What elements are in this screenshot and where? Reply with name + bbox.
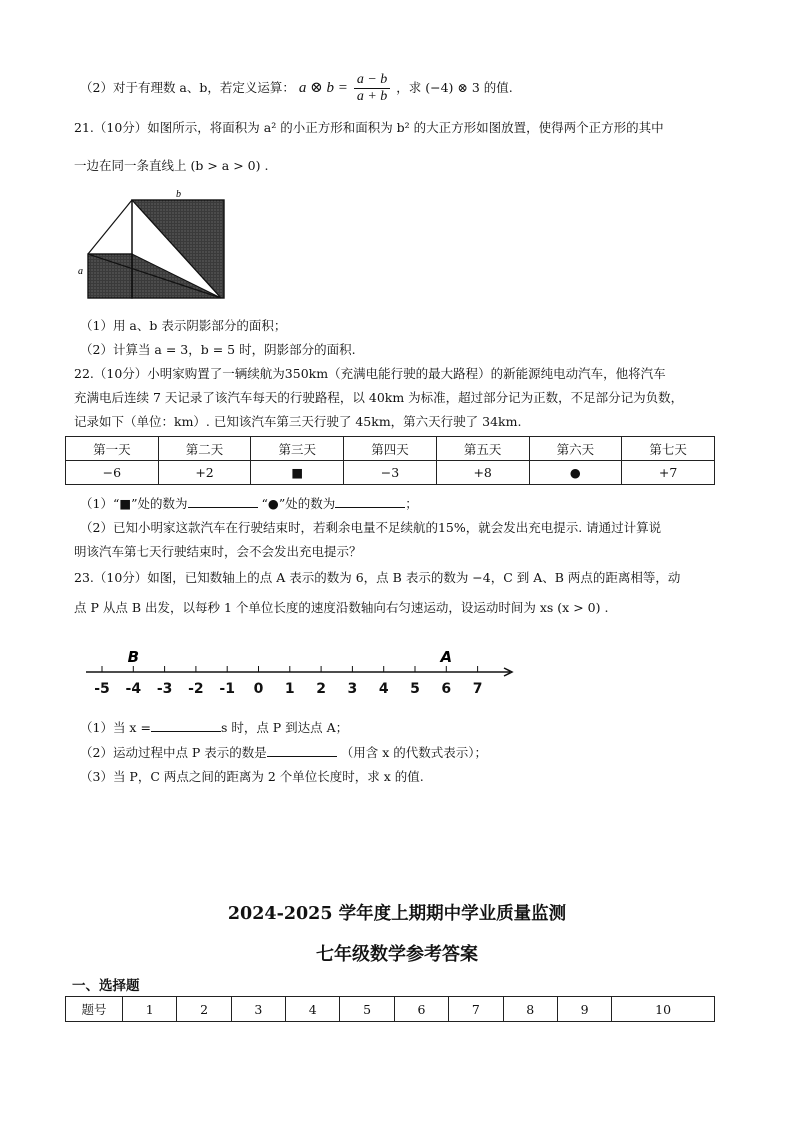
tick-label: 7	[472, 681, 483, 697]
tick-label: -5	[94, 681, 110, 697]
q20-part2	[80, 72, 513, 105]
q22-sub1-a: （1）“■”处的数为	[80, 496, 188, 511]
header-cell: 第六天	[529, 437, 622, 461]
answer-title: 2024-2025 学年度上期期中学业质量监测	[227, 904, 567, 924]
label-b: b	[176, 189, 181, 200]
value-cell: −3	[344, 461, 437, 485]
header-cell: 2	[177, 997, 231, 1022]
q23-sub2-a: （2）运动过程中点 P 表示的数是	[80, 745, 267, 760]
tick-label: 6	[441, 681, 452, 697]
q22-line1: 22.（10分）小明家购置了一辆续航为350km（充满电能行驶的最大路程）的新能源纯电动汽车，他将汽车	[74, 366, 666, 381]
answer-blank	[335, 495, 405, 508]
answer-blank	[151, 719, 221, 732]
q22-table	[65, 436, 715, 485]
header-cell: 6	[394, 997, 448, 1022]
header-cell: 9	[557, 997, 611, 1022]
tick-label: -4	[125, 681, 142, 697]
tick-label: -2	[188, 681, 204, 697]
q20-prefix: （2）对于有理数 a、b，若定义运算：	[80, 80, 295, 95]
header-cell: 4	[286, 997, 340, 1022]
header-cell: 第二天	[158, 437, 251, 461]
header-cell: 第一天	[66, 437, 159, 461]
value-cell: +8	[436, 461, 529, 485]
answer-subtitle: 七年级数学参考答案	[316, 944, 478, 965]
point-a-label: A	[440, 648, 453, 666]
answer-blank	[188, 495, 258, 508]
q22-sub2-line2: 明该汽车第七天行驶结束时，会不会发出充电提示？	[74, 544, 362, 559]
header-cell: 3	[231, 997, 285, 1022]
header-cell: 5	[340, 997, 394, 1022]
q21-sub1: （1）用 a、b 表示阴影部分的面积；	[80, 318, 287, 333]
q23-line2: 点 P 从点 B 出发，以每秒 1 个单位长度的速度沿数轴向右匀速运动，设运动时间为 xs (x > 0) .	[74, 600, 609, 615]
header-cell: 10	[612, 997, 715, 1022]
header-cell: 8	[503, 997, 557, 1022]
q20-denominator: a + b	[356, 89, 388, 104]
q22-line3: 记录如下（单位：km）. 已知该汽车第三天行驶了 45km，第六天行驶了 34km.	[74, 414, 522, 429]
q20-fraction	[354, 72, 390, 105]
header-cell: 第三天	[251, 437, 344, 461]
q23-sub2-b: （用含 x 的代数式表示）；	[340, 745, 488, 760]
tick-label: -1	[219, 681, 235, 697]
q20-numerator: a − b	[354, 72, 390, 89]
value-cell: +7	[622, 461, 715, 485]
answer-blank	[267, 744, 337, 757]
q22-sub1-c: ；	[405, 496, 418, 511]
section-heading: 一、选择题	[72, 978, 140, 994]
point-b-label: B	[127, 648, 140, 666]
value-cell: ■	[251, 461, 344, 485]
q21-line1: 21.（10分）如图所示，将面积为 a² 的小正方形和面积为 b² 的大正方形如图放置，使得两个正方形的其中	[74, 120, 664, 135]
tick-label: 3	[347, 681, 358, 697]
value-cell: ●	[529, 461, 622, 485]
header-cell: 第五天	[436, 437, 529, 461]
table-row	[66, 461, 715, 485]
q21-figure	[76, 188, 236, 302]
tick-label: 4	[378, 681, 389, 697]
value-cell: +2	[158, 461, 251, 485]
q21-line2: 一边在同一条直线上 (b > a > 0) .	[74, 158, 269, 173]
q22-sub2-line1: （2）已知小明家这款汽车在行驶结束时，若剩余电量不足续航的15%，就会发出充电提示. 请通过计算说	[80, 520, 662, 535]
q23-line1: 23.（10分）如图，已知数轴上的点 A 表示的数为 6，点 B 表示的数为 −4，C 到 A、B 两点的距离相等，动	[74, 570, 681, 585]
header-cell: 题号	[66, 997, 123, 1022]
q20-lhs: a ⊗ b =	[298, 80, 348, 96]
tick-label: 2	[316, 681, 326, 697]
q22-sub1-b: “●”处的数为	[261, 496, 336, 511]
table-row	[66, 997, 715, 1022]
q21-sub2: （2）计算当 a = 3，b = 5 时，阴影部分的面积.	[80, 342, 356, 357]
label-a: a	[78, 266, 83, 277]
tick-label: 1	[284, 681, 295, 697]
value-cell: −6	[66, 461, 159, 485]
header-cell: 第四天	[344, 437, 437, 461]
q23-sub3: （3）当 P，C 两点之间的距离为 2 个单位长度时，求 x 的值.	[80, 769, 424, 784]
q20-suffix: ，求 (−4) ⊗ 3 的值.	[396, 80, 513, 95]
tick-label: 0	[253, 681, 264, 697]
q23-sub1-a: （1）当 x =	[80, 720, 151, 735]
q23-sub1	[80, 718, 348, 736]
header-cell: 7	[449, 997, 503, 1022]
q22-line2: 充满电后连续 7 天记录了该汽车每天的行驶路程，以 40km 为标准，超过部分记为正数，不足部分记为负数，	[74, 390, 684, 405]
header-cell: 1	[123, 997, 177, 1022]
table-row	[66, 437, 715, 461]
q23-sub2	[80, 743, 487, 761]
q23-sub1-b: s 时，点 P 到达点 A；	[220, 720, 349, 735]
q23-number-line	[80, 640, 525, 700]
tick-label: 5	[410, 681, 420, 697]
header-cell: 第七天	[622, 437, 715, 461]
tick-label: -3	[156, 681, 173, 697]
q22-sub1	[80, 494, 418, 512]
answer-table	[65, 996, 715, 1022]
